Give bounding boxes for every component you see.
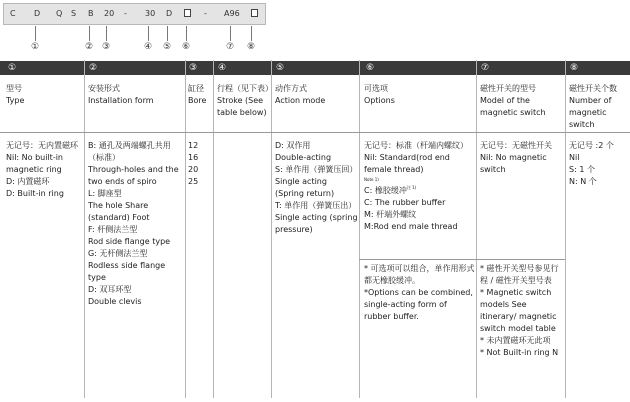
action-mode-options: D: 双作用 Double-acting S: 单作用（弹簧压回） Single acting (Spring return) T: 单作用（弹簧压出） Single acting (spring pressure) bbox=[275, 141, 358, 234]
column-number: ⑤ bbox=[276, 63, 285, 73]
code-letter: A96 bbox=[224, 9, 240, 18]
column-number: ⑥ bbox=[366, 63, 375, 73]
header-switch-model: 磁性开关的型号 Model of the magnetic switch bbox=[480, 84, 546, 117]
header-action-mode: 动作方式 Action mode bbox=[275, 84, 326, 105]
leader-line bbox=[251, 26, 252, 41]
code-letter: - bbox=[204, 9, 207, 18]
switch-count-options: 无记号 :2 个 Nil S: 1 个 N: N 个 bbox=[569, 141, 614, 186]
column-divider bbox=[565, 60, 566, 398]
options-notes: * 可选项可以组合，单作用形式都无橡胶缓冲。 *Options can be combined, single-acting form of rubber buffer. bbox=[364, 264, 475, 321]
code-letter: D bbox=[166, 9, 173, 18]
header-separator bbox=[0, 132, 630, 133]
header-bore: 缸径 Bore bbox=[188, 84, 207, 105]
code-placeholder-box bbox=[184, 9, 191, 17]
leader-line bbox=[106, 26, 107, 41]
code-placeholder-box bbox=[251, 9, 258, 17]
header-type: 型号 Type bbox=[6, 84, 25, 105]
switch-model-options: 无记号：无磁性开关 Nil: No magnetic switch bbox=[480, 141, 552, 174]
code-marker: ① bbox=[31, 42, 40, 52]
column-divider bbox=[84, 60, 85, 398]
leader-line bbox=[89, 26, 90, 41]
column-divider bbox=[271, 60, 272, 398]
bore-options: 12 16 20 25 bbox=[188, 141, 199, 186]
order-code-bar bbox=[3, 3, 266, 25]
column-number: ⑧ bbox=[570, 63, 579, 73]
code-marker: ④ bbox=[144, 42, 153, 52]
code-marker: ⑤ bbox=[163, 42, 172, 52]
code-letter: B bbox=[88, 9, 94, 18]
installation-form-options: B: 通孔及两端螺孔共用（标准） Through-holes and the two ends of spiro L: 脚座型 The hole Share (standard) Foot F: 杆侧法兰型 Rod side flange type G: 无杆侧法兰型 Rodless side flange type D: 双耳环型 Double clevis bbox=[88, 141, 179, 306]
column-divider bbox=[359, 60, 360, 398]
leader-line bbox=[167, 26, 168, 41]
leader-line bbox=[230, 26, 231, 41]
options-list: 无记号：标准（杆端内螺纹） Nil: Standard(rod end female thread) Note 1) C: 橡胶缓冲$^{注 1)}$ C: The rubber buffer M: 杆端外螺纹 M:Rod end male thread bbox=[364, 141, 468, 231]
code-marker: ⑦ bbox=[226, 42, 235, 52]
code-letter: 20 bbox=[104, 9, 115, 18]
code-marker: ⑧ bbox=[247, 42, 256, 52]
leader-line bbox=[186, 26, 187, 41]
header-switch-count: 磁性开关个数 Number of magnetic switch bbox=[569, 84, 617, 129]
code-letter: S bbox=[71, 9, 77, 18]
switch-model-notes: * 磁性开关型号参见行程 / 磁性开关型号表 * Magnetic switch models See itinerary/ magnetic switch model table * 未内置磁环无此项 * Not Built-in ring N bbox=[480, 264, 559, 357]
column-divider bbox=[185, 60, 186, 398]
column-number: ② bbox=[89, 63, 98, 73]
code-marker: ② bbox=[85, 42, 94, 52]
column-number: ③ bbox=[189, 63, 198, 73]
column-divider bbox=[476, 60, 477, 398]
header-stroke: 行程（见下表） Stroke (See table below) bbox=[217, 84, 273, 117]
options-note-separator bbox=[359, 259, 476, 260]
switch-note-separator bbox=[476, 259, 565, 260]
code-letter: 30 bbox=[145, 9, 156, 18]
header-options: 可选项 Options bbox=[364, 84, 395, 105]
column-number: ① bbox=[8, 63, 17, 73]
column-divider bbox=[213, 60, 214, 398]
code-letter: C bbox=[10, 9, 16, 18]
code-letter: Q bbox=[56, 9, 63, 18]
code-letter: D bbox=[34, 9, 41, 18]
type-options: 无记号：无内置磁环 Nil: No built-in magnetic ring D: 内置磁环 D: Built-in ring bbox=[6, 141, 78, 198]
column-number: ④ bbox=[218, 63, 227, 73]
code-marker: ③ bbox=[102, 42, 111, 52]
leader-line bbox=[148, 26, 149, 41]
code-marker: ⑥ bbox=[182, 42, 191, 52]
code-letter: - bbox=[124, 9, 127, 18]
column-number: ⑦ bbox=[481, 63, 490, 73]
leader-line bbox=[35, 26, 36, 41]
header-installation-form: 安装形式 Installation form bbox=[88, 84, 154, 105]
